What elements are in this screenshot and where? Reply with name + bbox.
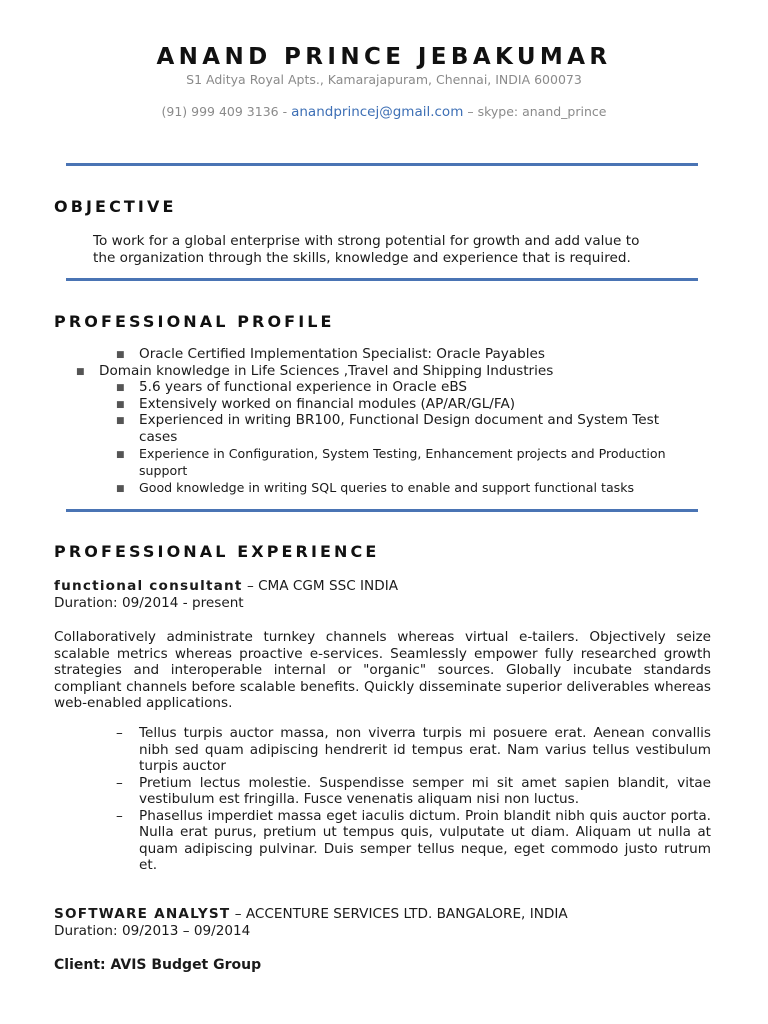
list-item-text: Pretium lectus molestie. Suspendisse semper mi sit amet sapien blandit, vitae vestibulum est fringilla. Fusce venenatis aliquam nisi non luctus. — [139, 774, 711, 807]
job-duration: Duration: 09/2013 – 09/2014 — [54, 923, 251, 939]
square-bullet-icon: ■ — [76, 366, 85, 377]
list-item-text: Good knowledge in writing SQL queries to enable and support functional tasks — [139, 480, 635, 495]
job-company: – ACCENTURE SERVICES LTD. BANGALORE, INDIA — [230, 906, 568, 922]
list-item-text: Experience in Configuration, System Testing, Enhancement projects and Production support — [139, 446, 666, 478]
square-bullet-icon: ■ — [116, 383, 125, 393]
list-item — [54, 346, 674, 363]
job-title-line — [54, 578, 711, 595]
list-item — [54, 379, 674, 396]
objective-text — [93, 233, 713, 266]
list-item-text: Extensively worked on financial modules (AP/AR/GL/FA) — [139, 395, 516, 412]
list-item — [54, 480, 674, 497]
square-bullet-icon: ■ — [116, 484, 125, 494]
job-description: Collaboratively administrate turnkey channels whereas virtual e-tailers. Objectively seize scalable metrics whereas proactive e-services. Seamlessly empower fully researched growth strategies and interoperable internal or "organic" sources. Globally incubate standards compliant channels before scalable benefits. Quickly disseminate superior deliverables whereas web-enabled applications. — [54, 629, 711, 711]
list-item-text: Domain knowledge in Life Sciences ,Travel and Shipping Industries — [99, 362, 554, 379]
list-item-text: Phasellus imperdiet massa eget iaculis dictum. Proin blandit nibh quis auctor porta. Nulla erat purus, pretium ut tempus quis, vulputate ut diam. Aliquam ut nulla at quam adipiscing pulvinar. Duis semper tellus neque, eget commodo justo rutrum et. — [139, 807, 711, 873]
square-bullet-icon: ■ — [116, 450, 125, 460]
list-item — [54, 808, 711, 874]
section-divider — [66, 509, 698, 512]
section-divider — [66, 163, 698, 166]
square-bullet-icon: ■ — [116, 416, 125, 426]
job-role: SOFTWARE ANALYST — [54, 906, 231, 922]
job-company: – CMA CGM SSC INDIA — [242, 578, 399, 594]
phone-number: (91) 999 409 3136 - — [161, 104, 288, 119]
experience-heading: PROFESSIONAL EXPERIENCE — [54, 542, 380, 561]
resume-name: ANAND PRINCE JEBAKUMAR — [156, 44, 612, 70]
dash-bullet-icon: – — [116, 807, 123, 824]
job-duration: Duration: 09/2014 - present — [54, 595, 244, 611]
list-item — [54, 363, 674, 380]
list-item — [54, 396, 674, 413]
square-bullet-icon: ■ — [116, 399, 125, 410]
list-item — [54, 412, 674, 445]
list-item-text: Experienced in writing BR100, Functional Design document and System Test cases — [139, 412, 660, 445]
objective-line: To work for a global enterprise with strong potential for growth and add value to — [93, 233, 640, 249]
skype-id: – skype: anand_prince — [467, 104, 607, 119]
job-bullets — [54, 725, 711, 874]
list-item-text: Tellus turpis auctor massa, non viverra turpis mi posuere erat. Aenean convallis nibh sed quam adipiscing hendrerit id tempus erat. Nam varius tellus vestibulum turpis auctor — [139, 725, 711, 774]
address-line: S1 Aditya Royal Apts., Kamarajapuram, Chennai, INDIA 600073 — [186, 72, 582, 87]
dash-bullet-icon: – — [116, 774, 123, 791]
list-item-text: Oracle Certified Implementation Specialist: Oracle Payables — [139, 346, 546, 362]
list-item — [54, 446, 674, 479]
job-role: functional consultant — [54, 578, 243, 594]
list-item — [54, 775, 711, 808]
email-link[interactable]: anandprincej@gmail.com — [291, 104, 464, 120]
square-bullet-icon: ■ — [116, 350, 125, 360]
client-name: Client: AVIS Budget Group — [54, 957, 262, 973]
dash-bullet-icon: – — [116, 725, 123, 741]
section-divider — [66, 278, 698, 281]
objective-line: the organization through the skills, knowledge and experience that is required. — [93, 249, 631, 266]
list-item — [54, 725, 711, 775]
profile-list — [54, 346, 674, 497]
contact-line — [0, 104, 768, 120]
list-item-text: 5.6 years of functional experience in Oracle eBS — [139, 379, 468, 395]
job-title-line — [54, 906, 711, 923]
objective-heading: OBJECTIVE — [54, 197, 177, 216]
profile-heading: PROFESSIONAL PROFILE — [54, 312, 335, 331]
